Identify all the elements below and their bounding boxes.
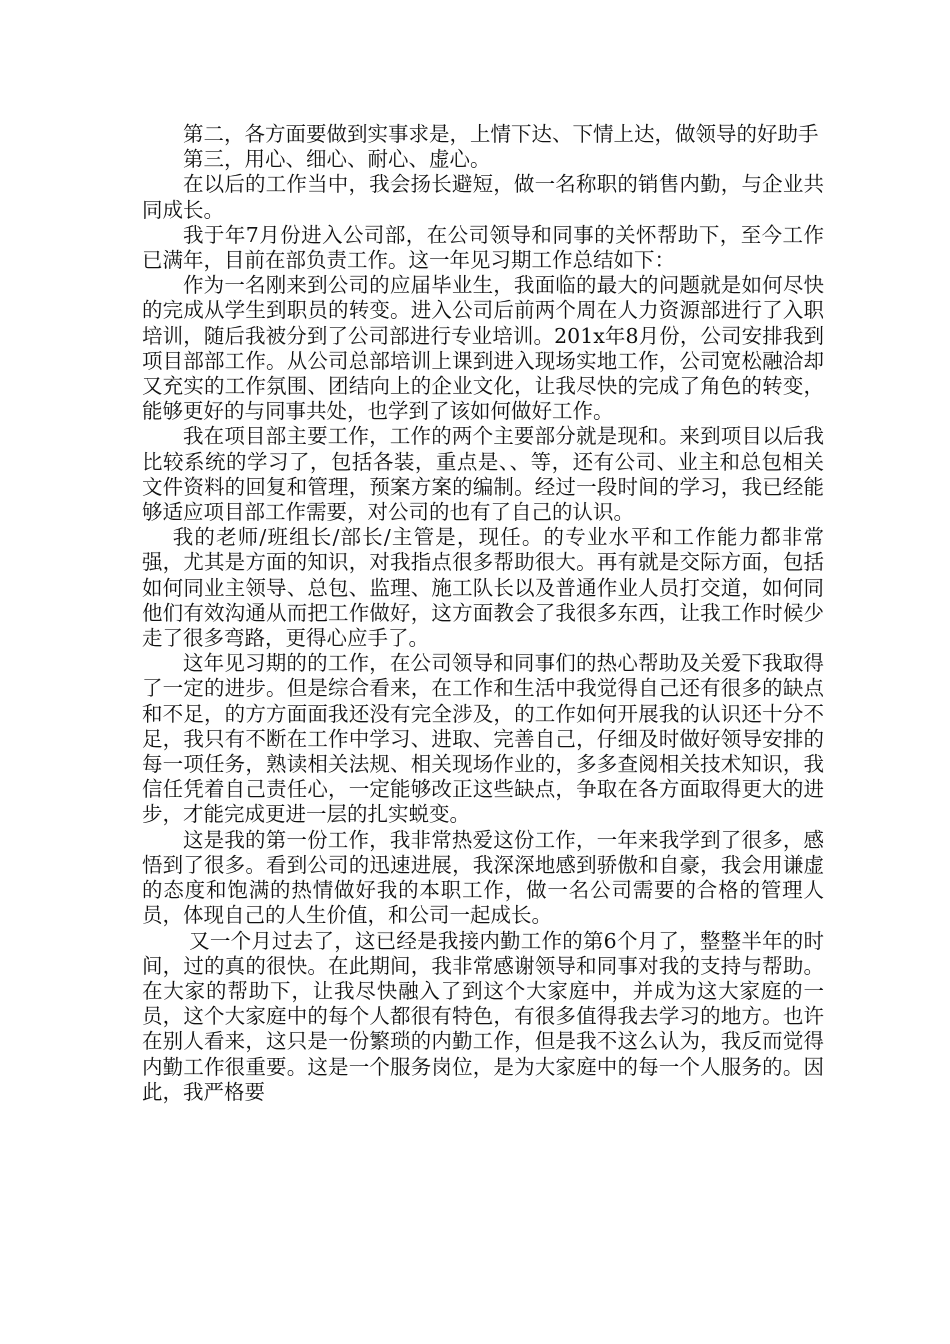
paragraph: 这是我的第一份工作，我非常热爱这份工作，一年来我学到了很多，感悟到了很多。看到公司的迅速进展，我深深地感到骄傲和自豪，我会用谦虚的态度和饱满的热情做好我的本职工作，做一名公司需要的合格的管理人员，体现自己的人生价值，和公司一起成长。 — [142, 827, 824, 928]
paragraph: 我的老师/班组长/部长/主管是，现任。的专业水平和工作能力都非常强，尤其是方面的知识，对我指点很多帮助很大。再有就是交际方面，包括如何同业主领导、总包、监理、施工队长以及普通作业人员打交道，如何同他们有效沟通从而把工作做好，这方面教会了我很多东西，让我工作时候少走了很多弯路，更得心应手了。 — [142, 525, 824, 651]
paragraph: 这年见习期的的工作，在公司领导和同事们的热心帮助及关爱下我取得了一定的进步。但是综合看来，在工作和生活中我觉得自己还有很多的缺点和不足，的方方面面我还没有完全涉及，的工作如何开展我的认识还十分不足，我只有不断在工作中学习、进取、完善自己，仔细及时做好领导安排的每一项任务，熟读相关法规、相关现场作业的，多多查阅相关技术知识，我信任凭着自己责任心，一定能够改正这些缺点，争取在各方面取得更大的进步，才能完成更进一层的扎实蜕变。 — [142, 651, 824, 827]
paragraph: 又一个月过去了，这已经是我接内勤工作的第6个月了，整整半年的时间，过的真的很快。在此期间，我非常感谢领导和同事对我的支持与帮助。在大家的帮助下，让我尽快融入了到这个大家庭中，并成为这大家庭的一员，这个大家庭中的每个人都很有特色，有很多值得我去学习的地方。也许在别人看来，这只是一份繁琐的内勤工作，但是我不这么认为，我反而觉得内勤工作很重要。这是一个服务岗位，是为大家庭中的每一个人服务的。因此，我严格要 — [142, 928, 824, 1104]
paragraph: 我于年7月份进入公司部，在公司领导和同事的关怀帮助下，至今工作已满年，目前在部负责工作。这一年见习期工作总结如下： — [142, 222, 824, 273]
paragraph: 我在项目部主要工作，工作的两个主要部分就是现和。来到项目以后我比较系统的学习了，包括各装，重点是、、等，还有公司、业主和总包相关文件资料的回复和管理，预案方案的编制。经过一段时间的学习，我已经能够适应项目部工作需要，对公司的也有了自己的认识。 — [142, 424, 824, 525]
paragraph: 在以后的工作当中，我会扬长避短，做一名称职的销售内勤，与企业共同成长。 — [142, 172, 824, 222]
paragraph: 第二，各方面要做到实事求是，上情下达、下情上达，做领导的好助手 — [183, 122, 819, 146]
paragraph: 作为一名刚来到公司的应届毕业生，我面临的最大的问题就是如何尽快的完成从学生到职员的转变。进入公司后前两个周在人力资源部进行了入职培训，随后我被分到了公司部进行专业培训。201x年8月份，公司安排我到项目部部工作。从公司总部培训上课到进入现场实地工作，公司宽松融洽却又充实的工作氛围、团结向上的企业文化，让我尽快的完成了角色的转变，能够更好的与同事共处，也学到了该如何做好工作。 — [142, 273, 824, 424]
document-page — [142, 122, 824, 1105]
paragraph: 第三，用心、细心、耐心、虚心。 — [183, 147, 491, 172]
